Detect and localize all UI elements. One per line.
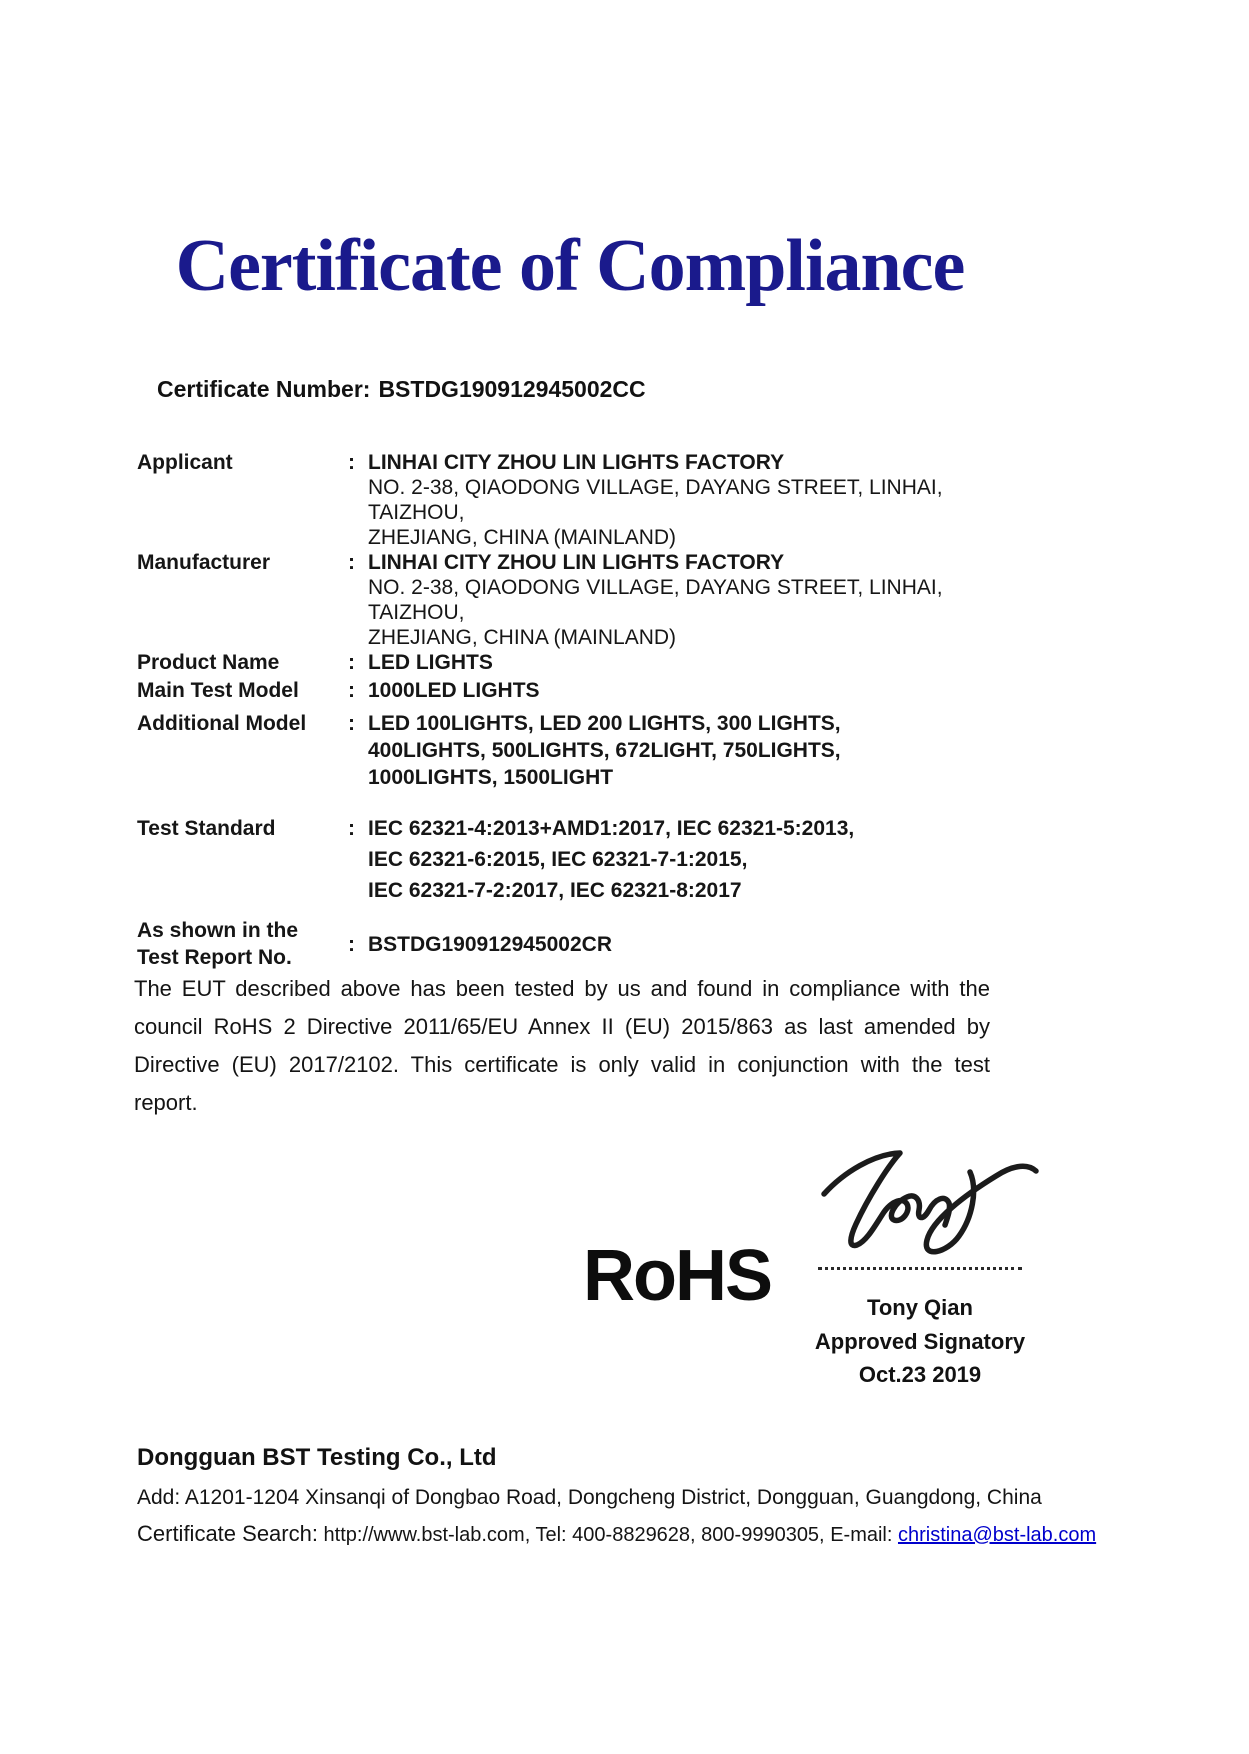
field-row-test-standard	[137, 813, 1017, 906]
signature-date: Oct.23 2019	[858, 1362, 982, 1387]
field-row-additional-model	[137, 710, 1017, 791]
field-value	[368, 710, 1017, 791]
field-value	[368, 650, 1017, 675]
field-label: Applicant	[137, 451, 233, 474]
field-row-main-test-model	[137, 678, 1017, 703]
field-value-line: IEC 62321-4:2013+AMD1:2017, IEC 62321-5:2013,	[368, 817, 855, 840]
field-value-line: LINHAI CITY ZHOU LIN LIGHTS FACTORY	[368, 551, 785, 574]
field-value-line: IEC 62321-6:2015, IEC 62321-7-1:2015,	[368, 848, 748, 871]
certificate-search-label: Certificate Search:	[137, 1521, 318, 1546]
field-colon: :	[348, 932, 355, 956]
email-link[interactable]: christina@bst-lab.com	[897, 1524, 1097, 1546]
field-label: Main Test Model	[137, 679, 299, 702]
lab-telephone: Tel: 400-8829628, 800-9990305,	[535, 1524, 825, 1546]
certificate-number-line	[157, 376, 646, 403]
field-value-line: ZHEJIANG, CHINA (MAINLAND)	[368, 626, 677, 649]
field-colon: :	[348, 651, 355, 674]
signatory-role: Approved Signatory	[814, 1329, 1026, 1354]
field-row-test-report-no	[137, 917, 1017, 971]
field-label: Product Name	[137, 651, 280, 674]
field-value-line: 1000LED LIGHTS	[368, 679, 540, 702]
field-label-line: Test Report No.	[137, 946, 292, 969]
field-label: Test Standard	[137, 817, 276, 840]
certificate-number-label: Certificate Number:	[157, 376, 371, 402]
field-value-line: LED LIGHTS	[368, 651, 493, 674]
lab-address: Add: A1201-1204 Xinsanqi of Dongbao Road, Dongcheng District, Dongguan, Guangdong, China	[137, 1486, 1042, 1509]
lab-company-name: Dongguan BST Testing Co., Ltd	[137, 1444, 497, 1471]
field-label: Manufacturer	[137, 551, 271, 574]
signature-dotted-line	[818, 1253, 1022, 1270]
field-label	[137, 917, 348, 971]
field-colon: :	[348, 551, 355, 574]
field-value	[368, 450, 1017, 550]
field-colon: :	[348, 679, 355, 702]
field-value: BSTDG190912945002CR	[368, 932, 612, 956]
field-value	[368, 678, 1017, 703]
handwritten-signature-icon	[810, 1140, 1048, 1262]
field-colon: :	[348, 817, 355, 840]
field-row-product-name	[137, 650, 1017, 675]
rohs-logo: RoHS	[583, 1236, 771, 1316]
certificate-fields	[137, 450, 1017, 971]
field-value-line: ZHEJIANG, CHINA (MAINLAND)	[368, 526, 677, 549]
page-title: Certificate of Compliance	[175, 225, 965, 307]
field-value-line: NO. 2-38, QIAODONG VILLAGE, DAYANG STREET, LINHAI, TAIZHOU,	[368, 476, 943, 524]
field-value-line: 400LIGHTS, 500LIGHTS, 672LIGHT, 750LIGHTS,	[368, 739, 841, 762]
field-value-line: LED 100LIGHTS, LED 200 LIGHTS, 300 LIGHTS,	[368, 712, 841, 735]
field-row-manufacturer	[137, 550, 1017, 650]
field-colon: :	[348, 712, 355, 735]
signatory-name: Tony Qian	[867, 1295, 973, 1320]
field-label-line: As shown in the	[137, 919, 299, 942]
field-value-line: 1000LIGHTS, 1500LIGHT	[368, 766, 614, 789]
email-label: E-mail:	[830, 1524, 893, 1546]
field-value-line: IEC 62321-7-2:2017, IEC 62321-8:2017	[368, 879, 742, 902]
field-row-applicant	[137, 450, 1017, 550]
certificate-number-value: BSTDG190912945002CC	[378, 376, 646, 402]
lab-contact-line	[137, 1521, 1096, 1547]
field-label: Additional Model	[137, 712, 307, 735]
field-value	[368, 550, 1017, 650]
field-value-line: NO. 2-38, QIAODONG VILLAGE, DAYANG STREET, LINHAI, TAIZHOU,	[368, 576, 943, 624]
certificate-search-url: http://www.bst-lab.com,	[323, 1524, 531, 1546]
field-colon: :	[348, 451, 355, 474]
field-value	[368, 813, 1017, 906]
compliance-statement: The EUT described above has been tested by us and found in compliance with the council RoHS 2 Directive 2011/65/EU Annex II (EU) 2015/863 as last amended by Directive (EU) 2017/2102. This certificate is only valid in conjunction with the test report.	[134, 976, 990, 1115]
field-value-line: LINHAI CITY ZHOU LIN LIGHTS FACTORY	[368, 451, 785, 474]
